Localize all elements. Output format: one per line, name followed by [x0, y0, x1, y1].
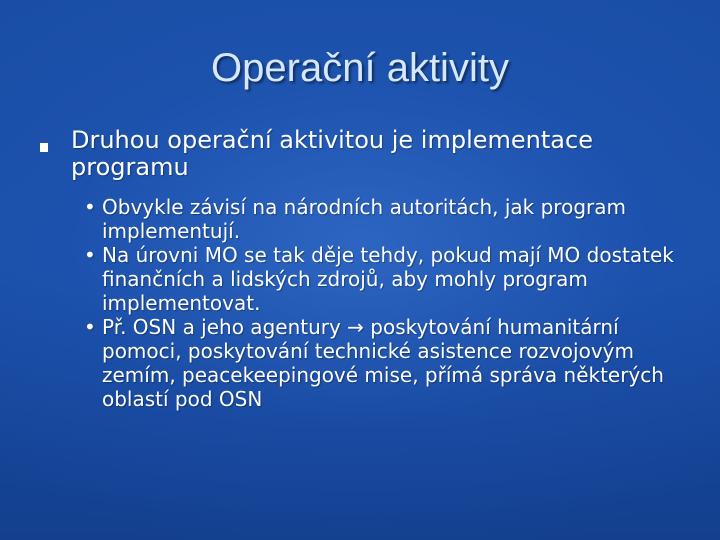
square-bullet-icon	[40, 143, 48, 152]
dot-bullet-icon: •	[84, 243, 96, 267]
sub-bullet-list	[84, 195, 694, 411]
main-bullet-text: Druhou operační aktivitou je implementace programu	[71, 126, 593, 181]
sub-bullet-text: Př. OSN a jeho agentury → poskytování humanitární pomoci, poskytování technické asistence rozvojovým zemím, peacekeepingové mise, přímá správa některých oblastí pod OSN	[102, 315, 664, 411]
sub-bullet-item	[84, 195, 694, 243]
sub-bullet-text: Na úrovni MO se tak děje tehdy, pokud mají MO dostatek finančních a lidských zdrojů, aby mohly program implementovat.	[102, 243, 674, 315]
sub-bullet-item	[84, 315, 694, 411]
slide-title: Operační aktivity	[211, 46, 509, 90]
sub-bullet-text: Obvykle závisí na národních autoritách, jak program implementují.	[102, 195, 626, 243]
dot-bullet-icon: •	[84, 195, 96, 219]
main-bullet-point	[40, 127, 700, 181]
dot-bullet-icon: •	[84, 315, 96, 339]
sub-bullet-item	[84, 243, 694, 315]
